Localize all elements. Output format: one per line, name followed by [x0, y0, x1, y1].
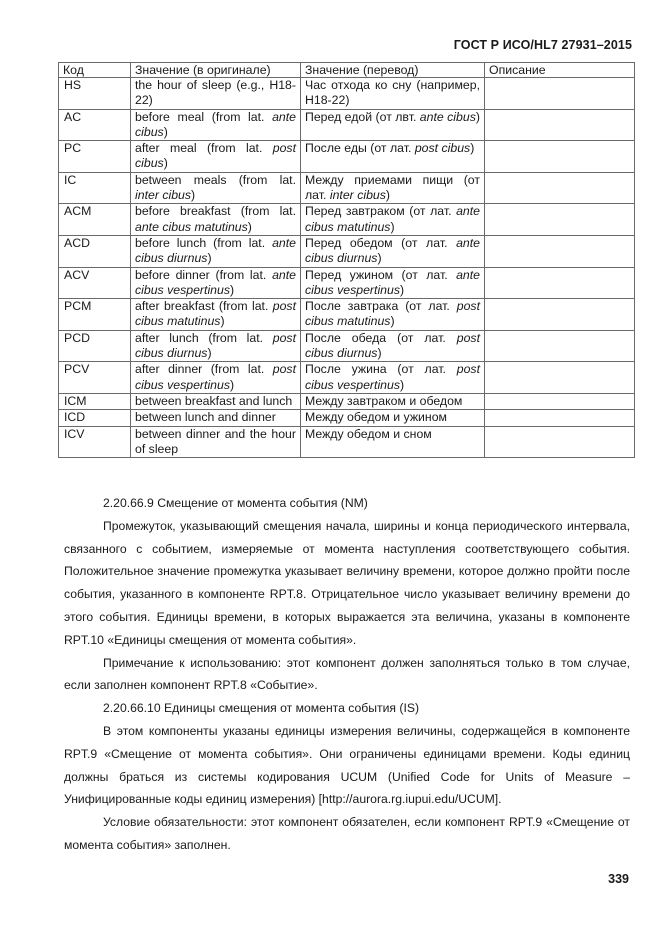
description-cell: [485, 330, 635, 362]
body-text: [64, 492, 630, 857]
table-row: [59, 362, 635, 394]
translated-meaning-cell: Час отхода ко сну (например, H18-22): [301, 78, 485, 110]
table-row: [59, 235, 635, 267]
table-row: [59, 204, 635, 236]
body-paragraph: 2.20.66.9 Смещение от момента события (NM): [103, 496, 368, 510]
table-row: [59, 410, 635, 426]
body-paragraph: Примечание к использованию: этот компонент должен заполняться только в том случае, если заполнен компонент RPT.8 «Событие».: [64, 655, 630, 693]
original-meaning-cell: after dinner (from lat. post cibus vespertinus): [131, 362, 301, 394]
code-cell: PCV: [59, 362, 131, 394]
column-header-original: Значение (в оригинале): [131, 63, 301, 78]
description-cell: [485, 235, 635, 267]
code-cell: ICM: [59, 393, 131, 409]
table-row: [59, 141, 635, 173]
table-row: [59, 426, 635, 458]
code-cell: HS: [59, 78, 131, 110]
description-cell: [485, 426, 635, 458]
column-header-description: Описание: [485, 63, 635, 78]
code-cell: ICD: [59, 410, 131, 426]
original-meaning-cell: after lunch (from lat. post cibus diurnus): [131, 330, 301, 362]
translated-meaning-cell: После ужина (от лат. post cibus vespertinus): [301, 362, 485, 394]
description-cell: [485, 299, 635, 331]
code-cell: IC: [59, 172, 131, 204]
code-cell: PC: [59, 141, 131, 173]
body-paragraph: Условие обязательности: этот компонент обязателен, если компонент RPT.9 «Смещение от момента события» заполнен.: [64, 815, 630, 852]
table-header-row: [59, 63, 635, 78]
code-cell: ICV: [59, 426, 131, 458]
code-cell: PCD: [59, 330, 131, 362]
translated-meaning-cell: Между обедом и ужином: [301, 410, 485, 426]
original-meaning-cell: before breakfast (from lat. ante cibus matutinus): [131, 204, 301, 236]
description-cell: [485, 362, 635, 394]
description-cell: [485, 393, 635, 409]
table-row: [59, 109, 635, 141]
original-meaning-cell: after breakfast (from lat. post cibus matutinus): [131, 299, 301, 331]
translated-meaning-cell: После обеда (от лат. post cibus diurnus): [301, 330, 485, 362]
translated-meaning-cell: Перед завтраком (от лат. ante cibus matutinus): [301, 204, 485, 236]
table-row: [59, 393, 635, 409]
translated-meaning-cell: Перед едой (от лвт. ante cibus): [301, 109, 485, 141]
original-meaning-cell: the hour of sleep (e.g., H18-22): [131, 78, 301, 110]
original-meaning-cell: after meal (from lat. post cibus): [131, 141, 301, 173]
description-cell: [485, 172, 635, 204]
translated-meaning-cell: После еды (от лат. post cibus): [301, 141, 485, 173]
translated-meaning-cell: Между приемами пищи (от лат. inter cibus): [301, 172, 485, 204]
body-paragraph: 2.20.66.10 Единицы смещения от момента события (IS): [103, 701, 420, 716]
body-paragraph: Промежуток, указывающий смещения начала, ширины и конца периодического интервала, связанного с событием, измеряемые от момента наступления соответствующего события. Положительное значение промежутка указывает величину времени, которое должно пройти после события, указанного в компоненте RPT.8. Отрицательное число указывает величину времени до этого события. Единицы времени, в которых выражается эта величина, указаны в компоненте RPT.10 «Единицы смещения от момента события».: [64, 518, 630, 647]
document-header: ГОСТ Р ИСО/HL7 27931–2015: [453, 38, 632, 52]
code-cell: ACV: [59, 267, 131, 299]
original-meaning-cell: before lunch (from lat. ante cibus diurnus): [131, 235, 301, 267]
description-cell: [485, 410, 635, 426]
original-meaning-cell: between lunch and dinner: [131, 410, 301, 426]
code-cell: ACM: [59, 204, 131, 236]
body-paragraph: В этом компоненты указаны единицы измерения величины, содержащейся в компоненте RPT.9 «Смещение от момента события». Они ограничены единицами времени. Коды единиц должны браться из системы кодирования UCUM (Unified Code for Units of Measure – Унифицированные коды единиц измерения) [http://aurora.rg.iupui.edu/UCUM].: [64, 723, 630, 807]
description-cell: [485, 78, 635, 110]
table-row: [59, 267, 635, 299]
original-meaning-cell: between meals (from lat. inter cibus): [131, 172, 301, 204]
original-meaning-cell: before meal (from lat. ante cibus): [131, 109, 301, 141]
code-cell: AC: [59, 109, 131, 141]
translated-meaning-cell: После завтрака (от лат. post cibus matutinus): [301, 299, 485, 331]
timing-codes-table: [58, 62, 635, 458]
table-row: [59, 78, 635, 110]
original-meaning-cell: before dinner (from lat. ante cibus vespertinus): [131, 267, 301, 299]
table-row: [59, 330, 635, 362]
table-body: [59, 78, 635, 458]
table-row: [59, 299, 635, 331]
original-meaning-cell: between breakfast and lunch: [131, 393, 301, 409]
code-cell: PCM: [59, 299, 131, 331]
translated-meaning-cell: Перед ужином (от лат. ante cibus vespertinus): [301, 267, 485, 299]
original-meaning-cell: between dinner and the hour of sleep: [131, 426, 301, 458]
page-number: 339: [608, 872, 629, 886]
description-cell: [485, 204, 635, 236]
translated-meaning-cell: Между обедом и сном: [301, 426, 485, 458]
column-header-translation: Значение (перевод): [301, 63, 485, 78]
column-header-code: Код: [59, 63, 131, 78]
code-cell: ACD: [59, 235, 131, 267]
description-cell: [485, 267, 635, 299]
translated-meaning-cell: Перед обедом (от лат. ante cibus diurnus): [301, 235, 485, 267]
translated-meaning-cell: Между завтраком и обедом: [301, 393, 485, 409]
description-cell: [485, 109, 635, 141]
description-cell: [485, 141, 635, 173]
table-row: [59, 172, 635, 204]
